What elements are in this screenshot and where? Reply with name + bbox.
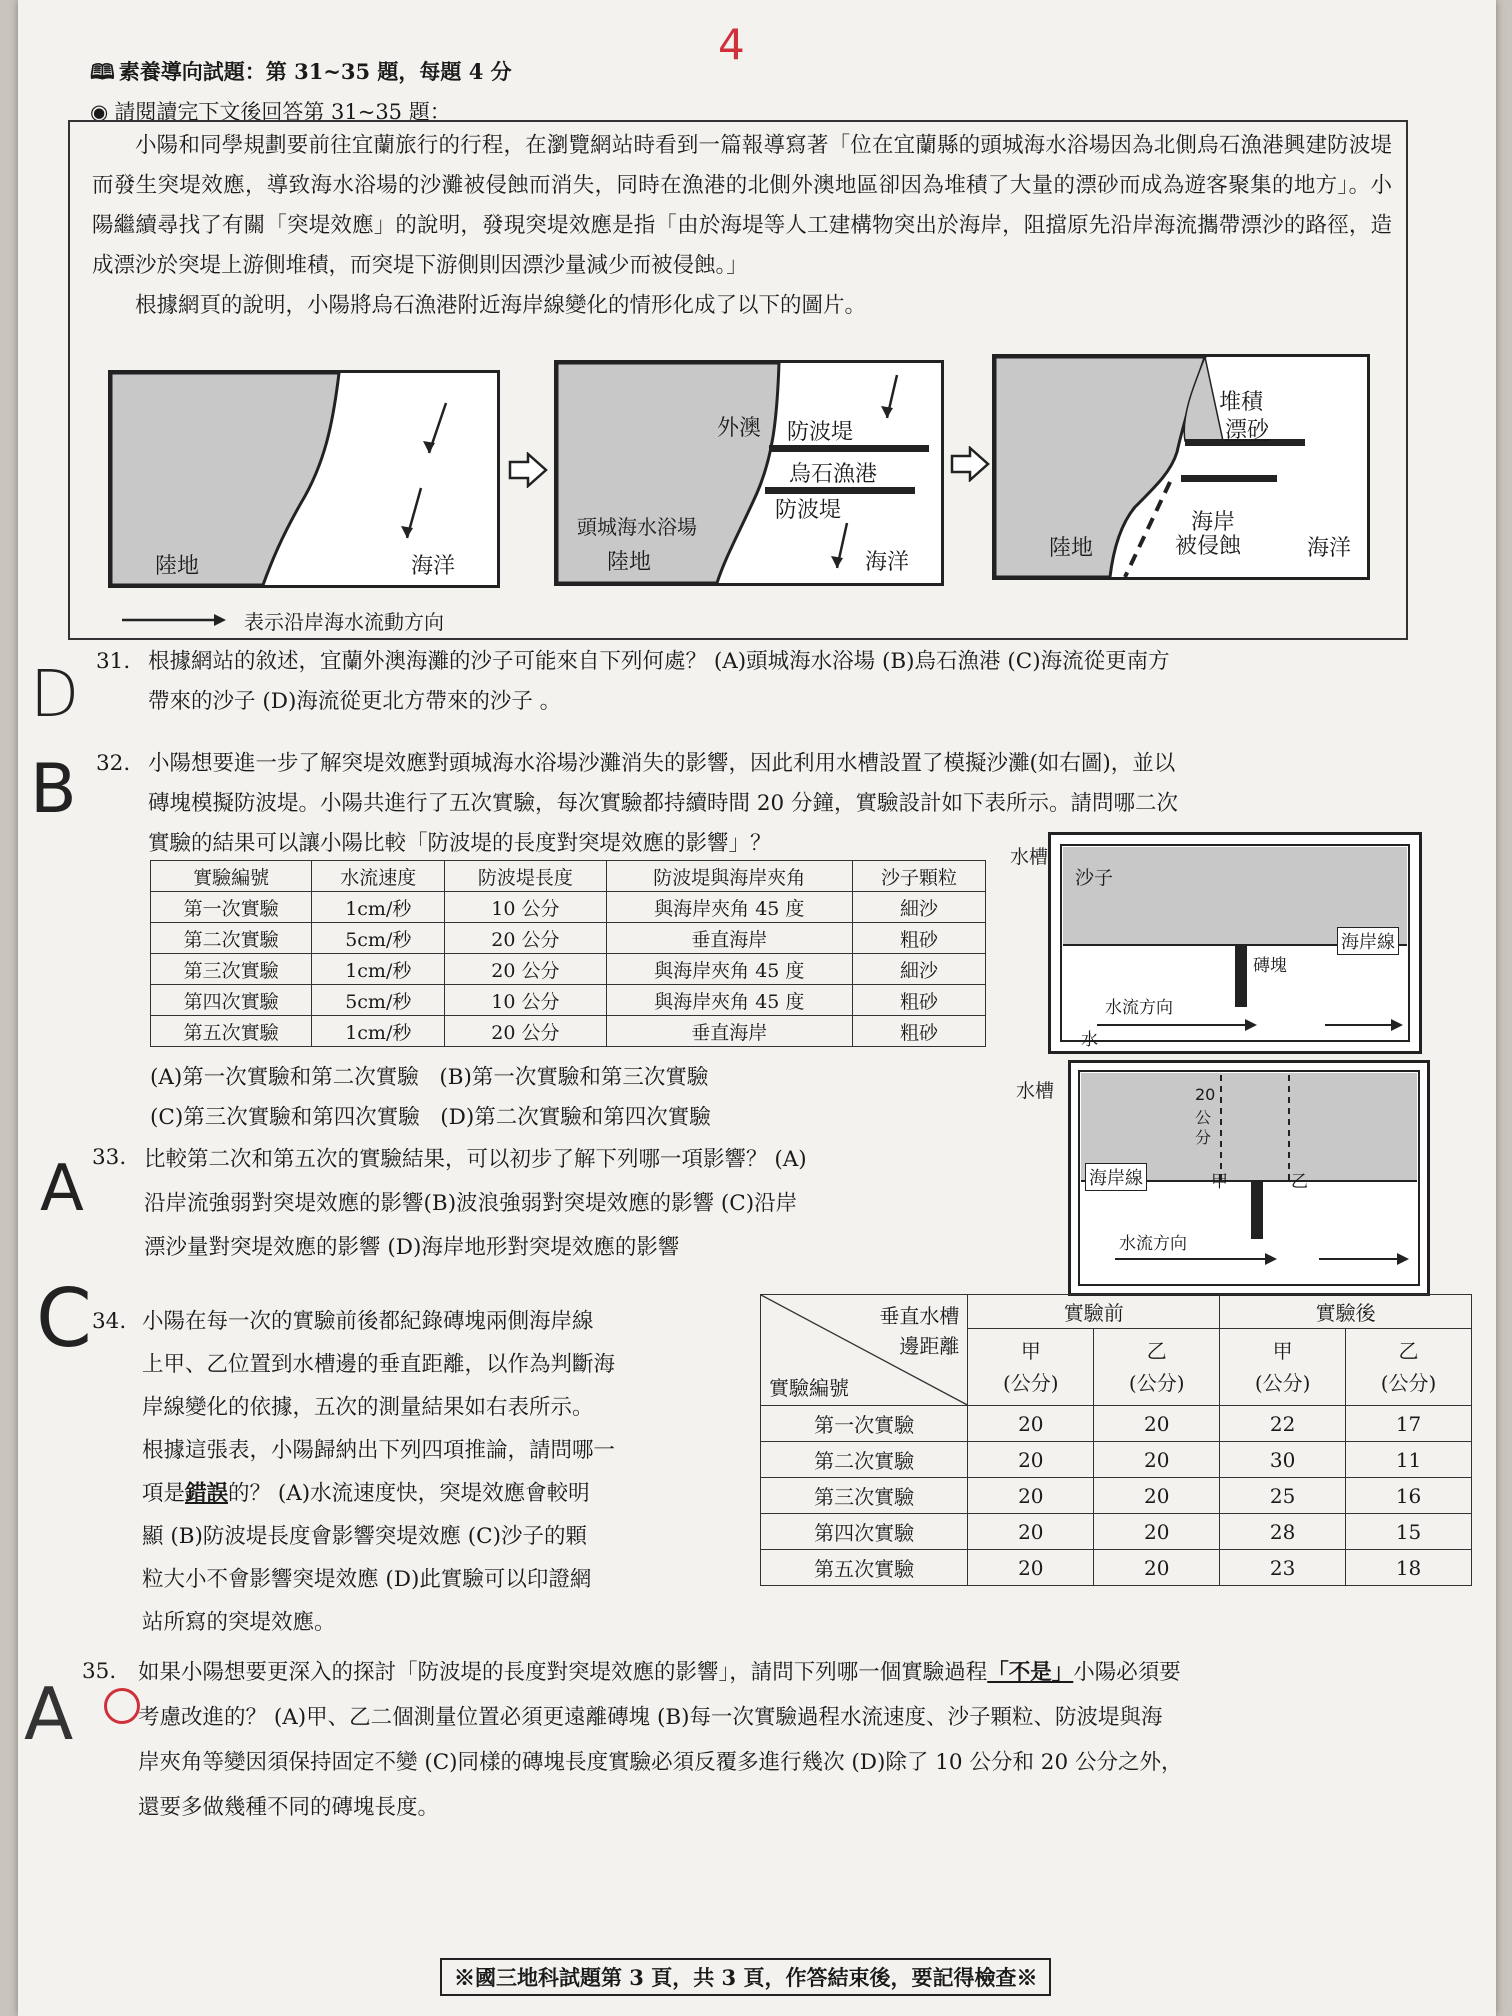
- land-label: 陸地: [607, 550, 652, 575]
- sea-label: 海洋: [865, 550, 910, 575]
- section-title: 🕮 素養導向試題：第 31~35 題，每題 4 分: [90, 59, 512, 84]
- table-row: 第一次實驗 20 20 22 17: [761, 1406, 1472, 1442]
- coast-diagram-2: [554, 360, 944, 586]
- coast-diagram-1: [108, 370, 500, 588]
- table-row: 第五次實驗 20 20 23 18: [761, 1550, 1472, 1586]
- flow-direction-label: 水流方向: [1119, 1234, 1187, 1254]
- table-header: 水流速度: [312, 861, 445, 892]
- water-tank-diagram-2: [1068, 1060, 1430, 1296]
- q32-options: [150, 1058, 930, 1138]
- table-row: 第四次實驗 20 20 28 15: [761, 1514, 1472, 1550]
- handwritten-answer-35: A: [24, 1672, 74, 1756]
- erosion-label-2: 被侵蝕: [1175, 534, 1242, 559]
- book-icon: 🕮: [90, 60, 115, 84]
- table-header: 甲 (公分): [1220, 1328, 1346, 1405]
- waiao-label: 外澳: [717, 416, 762, 441]
- water-tank-diagram-1: [1048, 832, 1422, 1054]
- table-row: 第三次實驗 1cm/秒 20 公分 與海岸夾角 45 度 細沙: [151, 954, 986, 985]
- distance-label-1: 20: [1195, 1085, 1216, 1104]
- breakwater-label-north: 防波堤: [787, 420, 854, 445]
- sea-label: 海洋: [1307, 536, 1352, 561]
- brick-label: 磚塊: [1253, 956, 1287, 976]
- sea-label: 海洋: [411, 554, 456, 579]
- q35-text: 如果小陽想要更深入的探討「防波堤的長度對突堤效應的影響」，請問下列哪一個實驗過程「不是」小陽必須要 考慮改進的？ (A)甲、乙二個測量位置必須更遠離磚塊 (B)每一次實驗過程水流速度、沙子顆粒、防波堤與海 岸夾角等變因須保持固定不變 (C)同樣的磚塊長度實驗必須反覆多進行幾次 (D)除了 10 公分和 20 公分之外， 還要多做幾種不同的磚塊長度。: [138, 1660, 1183, 1820]
- table-row: 第二次實驗 20 20 30 11: [761, 1442, 1472, 1478]
- emphasis-not: 「不是」: [987, 1660, 1074, 1685]
- table-header: 甲 (公分): [968, 1328, 1094, 1405]
- emphasis-wrong: 錯誤: [185, 1481, 229, 1506]
- handwritten-answer-32: B: [30, 750, 77, 829]
- handwritten-answer-31: D: [30, 658, 80, 732]
- passage-paragraph-2: 根據網頁的說明，小陽將烏石漁港附近海岸線變化的情形化成了以下的圖片。: [135, 293, 867, 318]
- q32-option-a: (A)第一次實驗和第二次實驗: [150, 1065, 419, 1090]
- sand-label: 沙子: [1075, 867, 1114, 889]
- table-header: 乙 (公分): [1094, 1328, 1220, 1405]
- table-header: 沙子顆粒: [853, 861, 986, 892]
- table-header: 防波堤長度: [445, 861, 606, 892]
- water-label: 水: [1081, 1030, 1098, 1050]
- q34-number: 34.: [92, 1309, 127, 1334]
- q32-option-c: (C)第三次實驗和第四次實驗: [150, 1105, 420, 1130]
- table-row: 第四次實驗 5cm/秒 10 公分 與海岸夾角 45 度 粗砂: [151, 985, 986, 1016]
- harbor-label: 烏石漁港: [789, 462, 878, 487]
- page-footer: ※國三地科試題第 3 頁，共 3 頁，作答結束後，要記得檢查※: [440, 1958, 1051, 1996]
- table-corner-cell: 垂直水槽 邊距離 實驗編號: [761, 1295, 968, 1406]
- q35-number: 35.: [82, 1659, 117, 1684]
- beach-label: 頭城海水浴場: [577, 515, 697, 539]
- table-header-row: [151, 861, 986, 892]
- table-row: 第一次實驗 1cm/秒 10 公分 與海岸夾角 45 度 細沙: [151, 892, 986, 923]
- step-arrow-icon: [508, 452, 548, 488]
- circle-bullet-icon: ◉: [90, 100, 109, 124]
- legend-arrow-icon: [120, 610, 230, 630]
- q34-text: 小陽在每一次的實驗前後都紀錄磚塊兩側海岸線 上甲、乙位置到水槽邊的垂直距離，以作為判斷海 岸線變化的依據，五次的測量結果如右表所示。 根據這張表，小陽歸納出下列四項推論，請問哪一 項是錯誤的？ (A)水流速度快，突堤效應會較明 顯 (B)防波堤長度會影響突堤效應 (C)沙子的顆 粒大小不會影響突堤效應 (D)此實驗可以印證網 站所寫的突堤效應。: [142, 1309, 616, 1635]
- land-label: 陸地: [1049, 536, 1094, 561]
- passage-paragraph-1: 小陽和同學規劃要前往宜蘭旅行的行程，在瀏覽網站時看到一篇報導寫著「位在宜蘭縣的頭城海水浴場因為北側烏石漁港興建防波堤而發生突堤效應，導致海水浴場的沙灘被侵蝕而消失，同時在漁港的北側外澳地區卻因為堆積了大量的漂砂而成為遊客聚集的地方」。小陽繼續尋找了有關「突堤效應」的說明，發現突堤效應是指「由於海堤等人工建構物突出於海岸，阻擋原先沿岸海流攜帶漂沙的路徑，造成漂沙於突堤上游側堆積，而突堤下游側則因漂沙量減少而被侵蝕。」: [92, 133, 1392, 278]
- passage-text: [92, 126, 1392, 326]
- legend-text: 表示沿岸海水流動方向: [244, 610, 444, 634]
- q32-option-d: (D)第二次實驗和第四次實驗: [440, 1105, 711, 1130]
- q34-results-table: [760, 1294, 1472, 1586]
- table-header-row: [761, 1295, 1472, 1329]
- table-header: 實驗後: [1220, 1295, 1472, 1329]
- coastline-label: 海岸線: [1085, 1163, 1147, 1191]
- q32-number: 32.: [96, 751, 131, 776]
- q31-text: 根據網站的敘述，宜蘭外澳海灘的沙子可能來自下列何處？ (A)頭城海水浴場 (B)烏石漁港 (C)海流從更南方 帶來的沙子 (D)海流從更北方帶來的沙子 。: [148, 649, 1170, 714]
- handwritten-page-mark: 4: [718, 20, 745, 69]
- point-yi-label: 乙: [1291, 1172, 1308, 1192]
- coast-diagram-3: [992, 354, 1370, 580]
- q31-number: 31.: [96, 649, 131, 674]
- drift-sand-label: 漂砂: [1225, 418, 1270, 443]
- table-header: 防波堤與海岸夾角: [606, 861, 852, 892]
- flow-direction-label: 水流方向: [1105, 998, 1173, 1018]
- erosion-label-1: 海岸: [1191, 510, 1236, 535]
- table-header: 實驗前: [968, 1295, 1220, 1329]
- q33-number: 33.: [92, 1145, 127, 1170]
- q32-text: 小陽想要進一步了解突堤效應對頭城海水浴場沙灘消失的影響，因此利用水槽設置了模擬沙灘(如右圖)，並以 磚塊模擬防波堤。小陽共進行了五次實驗，每次實驗都持續時間 20 分鐘，實驗設計如下表所示。請問哪二次 實驗的結果可以讓小陽比較「防波堤的長度對突堤效應的影響」？: [148, 751, 1179, 856]
- tank-label: 水槽: [1010, 846, 1049, 868]
- table-row: 第三次實驗 20 20 25 16: [761, 1478, 1472, 1514]
- q32-design-table: [150, 860, 986, 1047]
- q33-text: 比較第二次和第五次的實驗結果，可以初步了解下列哪一項影響？ (A) 沿岸流強弱對突堤效應的影響(B)波浪強弱對突堤效應的影響 (C)沿岸 漂沙量對突堤效應的影響 (D)海岸地形對突堤效應的影響: [144, 1147, 807, 1260]
- distance-label-3: 分: [1195, 1128, 1212, 1147]
- q32-option-b: (B)第一次實驗和第三次實驗: [439, 1065, 709, 1090]
- breakwater-label-south: 防波堤: [775, 498, 842, 523]
- table-header: 實驗編號: [151, 861, 312, 892]
- handwritten-answer-34: C: [36, 1272, 92, 1365]
- step-arrow-icon: [950, 446, 990, 482]
- table-row: 第五次實驗 1cm/秒 20 公分 垂直海岸 粗砂: [151, 1016, 986, 1047]
- deposit-label: 堆積: [1219, 390, 1264, 415]
- table-header: 乙 (公分): [1346, 1328, 1472, 1405]
- distance-label-2: 公: [1195, 1108, 1212, 1127]
- tank-label: 水槽: [1016, 1080, 1055, 1102]
- point-jia-label: 甲: [1211, 1172, 1228, 1192]
- table-row: 第二次實驗 5cm/秒 20 公分 垂直海岸 粗砂: [151, 923, 986, 954]
- instruction: ◉ 請閱讀完下文後回答第 31~35 題：: [90, 100, 451, 124]
- land-label: 陸地: [155, 554, 200, 579]
- handwritten-answer-33: A: [40, 1152, 84, 1226]
- coastline-label: 海岸線: [1337, 927, 1399, 955]
